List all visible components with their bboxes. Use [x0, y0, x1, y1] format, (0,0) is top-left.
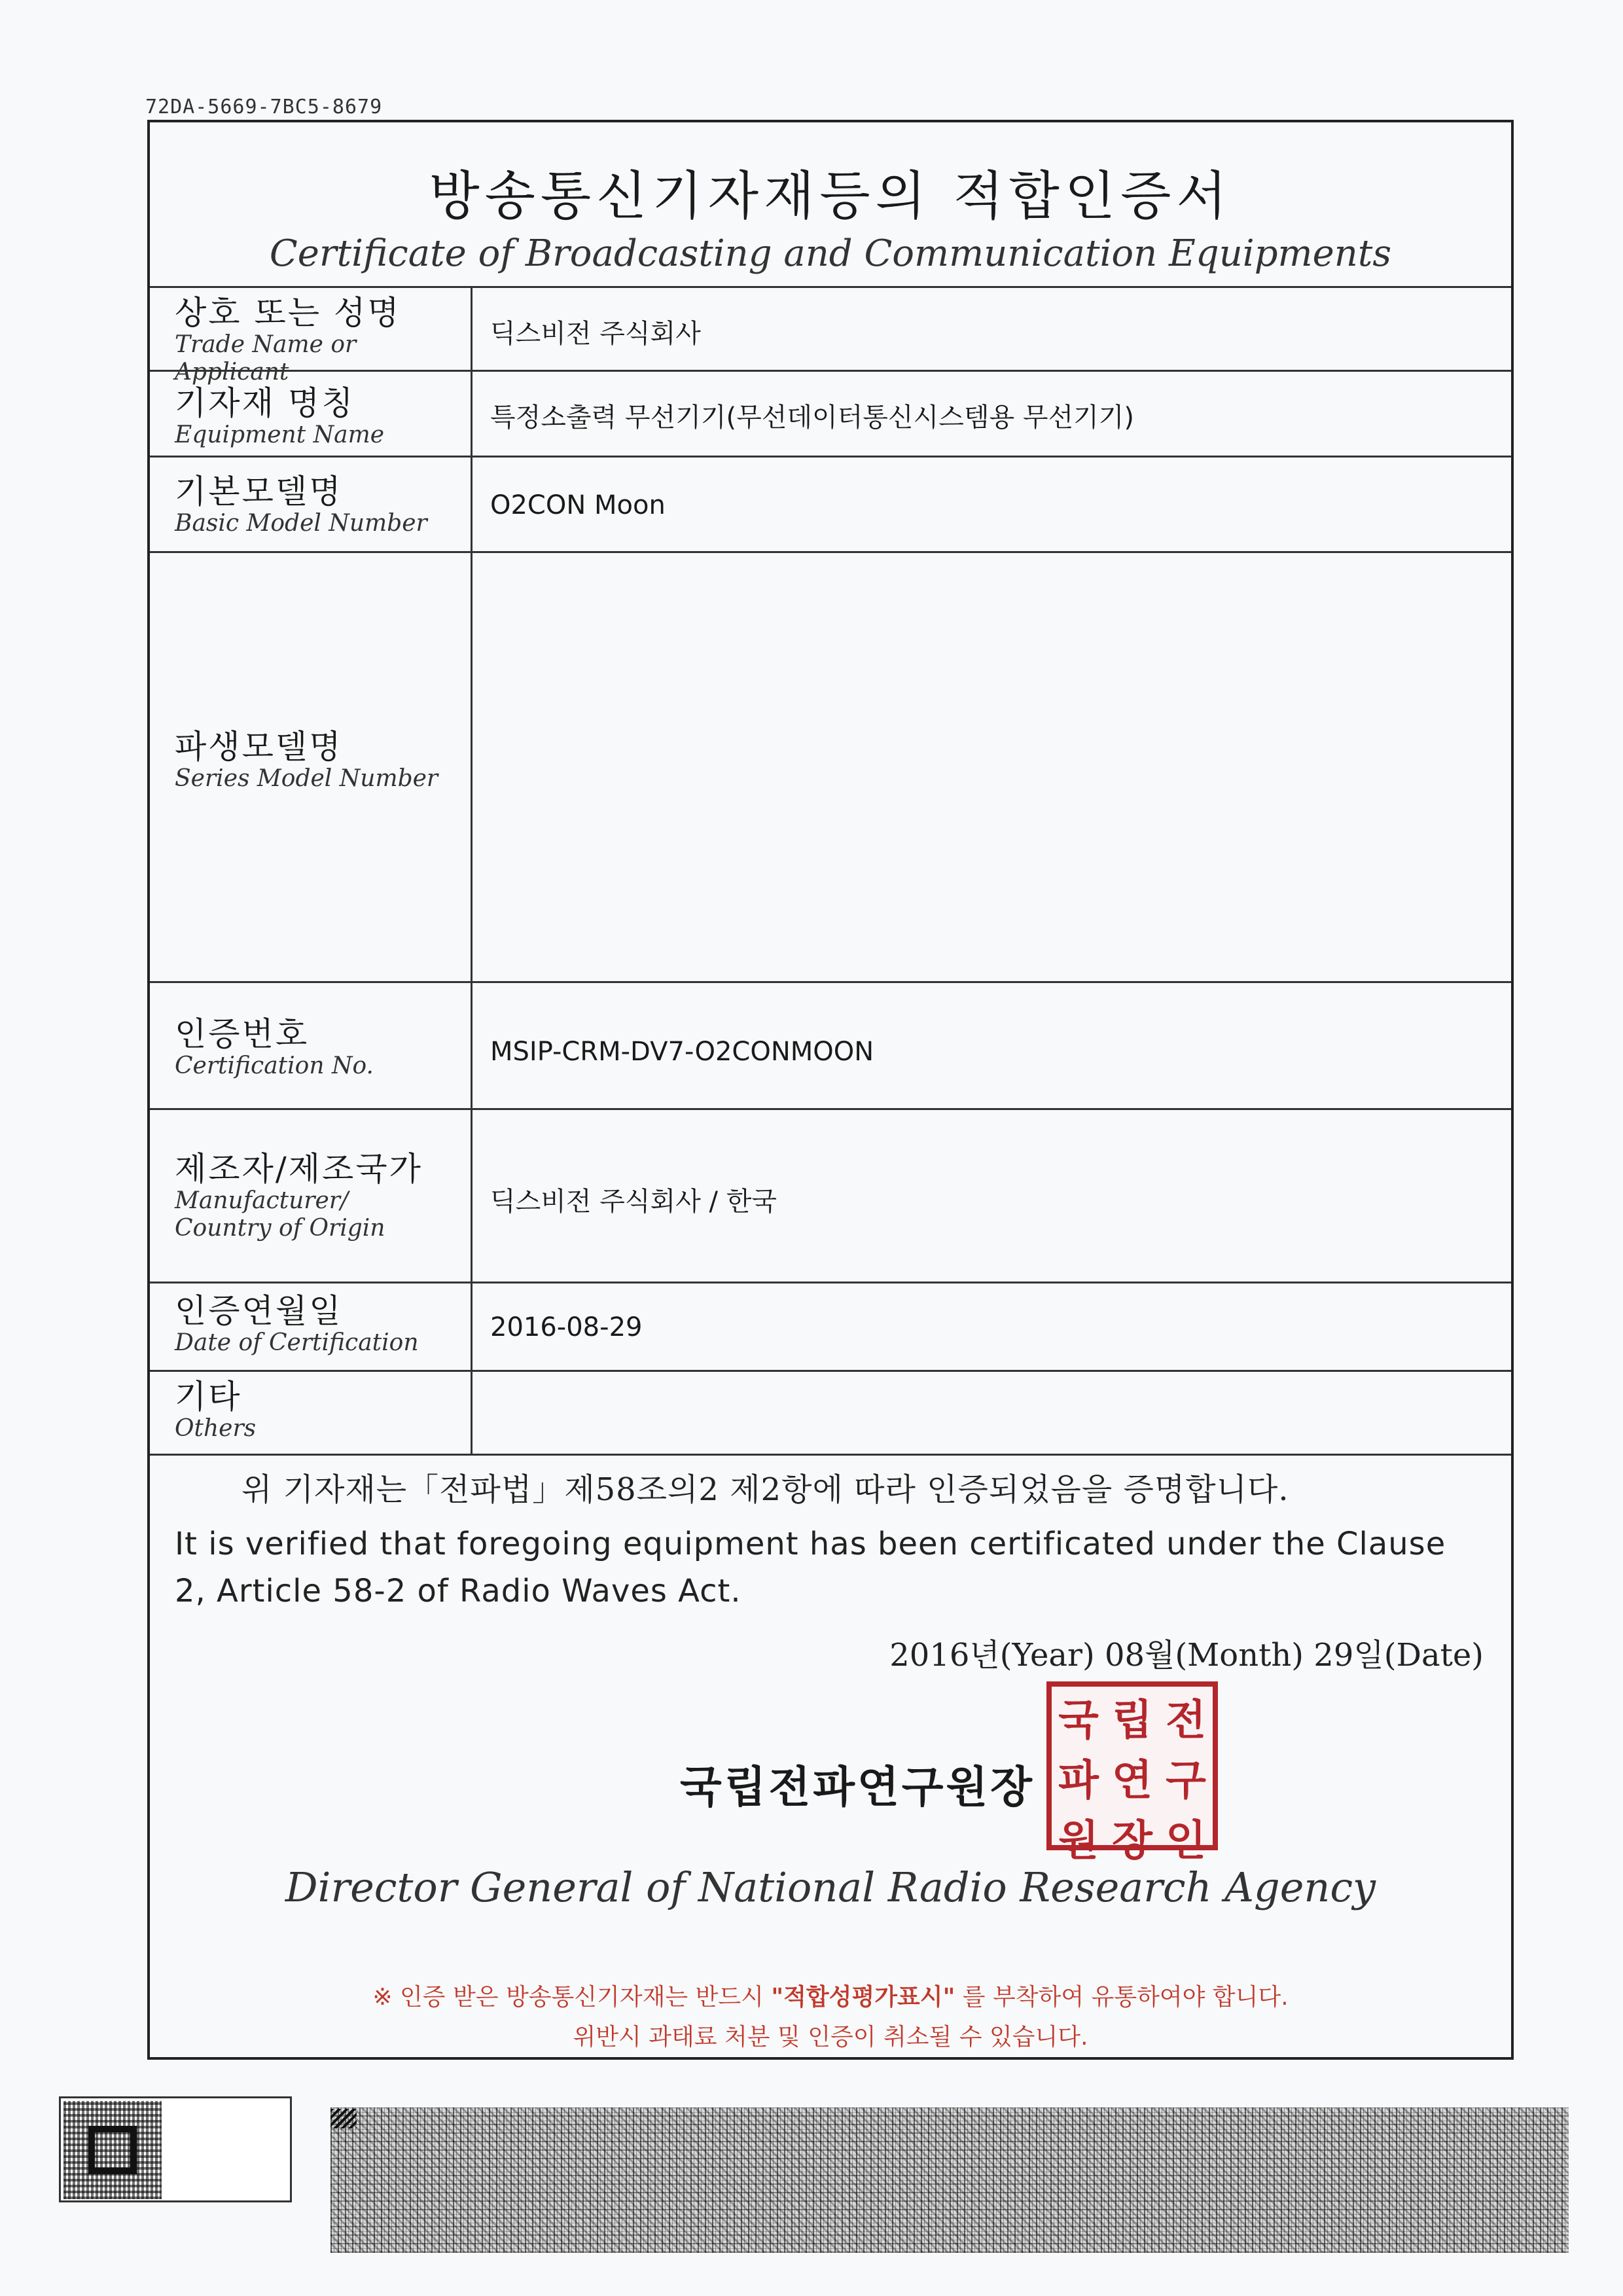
notice-suffix: 를 부착하여 유통하여야 합니다. — [955, 1984, 1289, 2011]
seal-char: 립 — [1112, 1696, 1152, 1745]
seal-char: 원 — [1058, 1817, 1099, 1865]
seal-char: 장 — [1112, 1817, 1152, 1865]
statement-english: It is verified that foregoing equipment has been certificated under the Clause 2, Article 58-2 of Radio Waves Act. — [175, 1526, 1446, 1609]
label-korean: 기자재 명칭 — [175, 384, 355, 422]
label-english: Equipment Name — [175, 422, 385, 448]
notice-emphasis: "적합성평가표시" — [771, 1984, 955, 2011]
security-barcode-strip — [330, 2108, 1569, 2253]
label-korean: 상호 또는 성명 — [175, 294, 401, 332]
certificate-details-table — [150, 286, 1511, 1454]
row-basic-model — [150, 456, 1511, 551]
label-english: Date of Certification — [175, 1329, 419, 1356]
certificate-frame — [147, 120, 1514, 2060]
label-english: Basic Model Number — [175, 510, 427, 537]
notice-line-2: 위반시 과태료 처분 및 인증이 취소될 수 있습니다. — [573, 2024, 1088, 2051]
row-trade-name — [150, 286, 1511, 386]
barcode-marker-icon — [330, 2109, 357, 2128]
verification-code-box — [59, 2096, 292, 2202]
label-korean: 파생모델명 — [175, 728, 343, 766]
notice-line-1 — [150, 1979, 1511, 2012]
seal-char: 연 — [1112, 1757, 1152, 1805]
label-korean: 기타 — [175, 1378, 242, 1416]
seal-char: 인 — [1166, 1817, 1206, 1865]
label-english: Others — [175, 1415, 257, 1442]
row-others — [150, 1370, 1511, 1454]
issuer-english: Director General of National Radio Research Agency — [285, 1863, 1376, 1911]
label-korean: 인증연월일 — [175, 1292, 343, 1330]
seal-char: 전 — [1166, 1696, 1206, 1745]
issuer-korean: 국립전파연구원장 — [680, 1762, 1035, 1812]
value-trade-name: 딕스비전 주식회사 — [490, 319, 701, 349]
seal-char: 구 — [1166, 1757, 1206, 1805]
value-basic-model: O2CON Moon — [490, 490, 666, 520]
issue-date: 2016년(Year) 08월(Month) 29일(Date) — [889, 1637, 1484, 1674]
label-korean: 기본모델명 — [175, 473, 343, 511]
label-korean: 제조자/제조국가 — [175, 1150, 423, 1188]
statement-korean: 위 기자재는「전파법」제58조의2 제2항에 따라 인증되었음을 증명합니다. — [241, 1471, 1289, 1508]
value-certification-date: 2016-08-29 — [490, 1312, 643, 1342]
row-equipment-name — [150, 370, 1511, 456]
label-english: Series Model Number — [175, 765, 438, 792]
value-manufacturer: 딕스비전 주식회사 / 한국 — [490, 1187, 777, 1217]
value-equipment-name: 특정소출력 무선기기(무선데이터통신시스템용 무선기기) — [490, 403, 1134, 433]
row-series-model — [150, 551, 1511, 981]
label-english: Certification No. — [175, 1052, 374, 1079]
row-certification-number — [150, 981, 1511, 1108]
certificate-title-korean: 방송통신기자재등의 적합인증서 — [429, 166, 1232, 226]
label-english: Trade Name or Applicant — [175, 331, 357, 386]
value-certification-number: MSIP-CRM-DV7-O2CONMOON — [490, 1037, 874, 1067]
label-korean: 인증번호 — [175, 1015, 310, 1053]
document-id: 72DA-5669-7BC5-8679 — [145, 96, 383, 118]
row-certification-date — [150, 1282, 1511, 1370]
qr-code-icon — [63, 2101, 162, 2199]
label-english: Manufacturer/ Country of Origin — [175, 1187, 385, 1242]
notice-prefix: ※ 인증 받은 방송통신기자재는 반드시 — [372, 1984, 772, 2011]
certificate-title-english: Certificate of Broadcasting and Communication Equipments — [269, 232, 1392, 275]
seal-char: 국 — [1058, 1696, 1099, 1745]
row-manufacturer — [150, 1108, 1511, 1282]
seal-char: 파 — [1058, 1757, 1099, 1805]
official-seal — [1046, 1681, 1218, 1865]
